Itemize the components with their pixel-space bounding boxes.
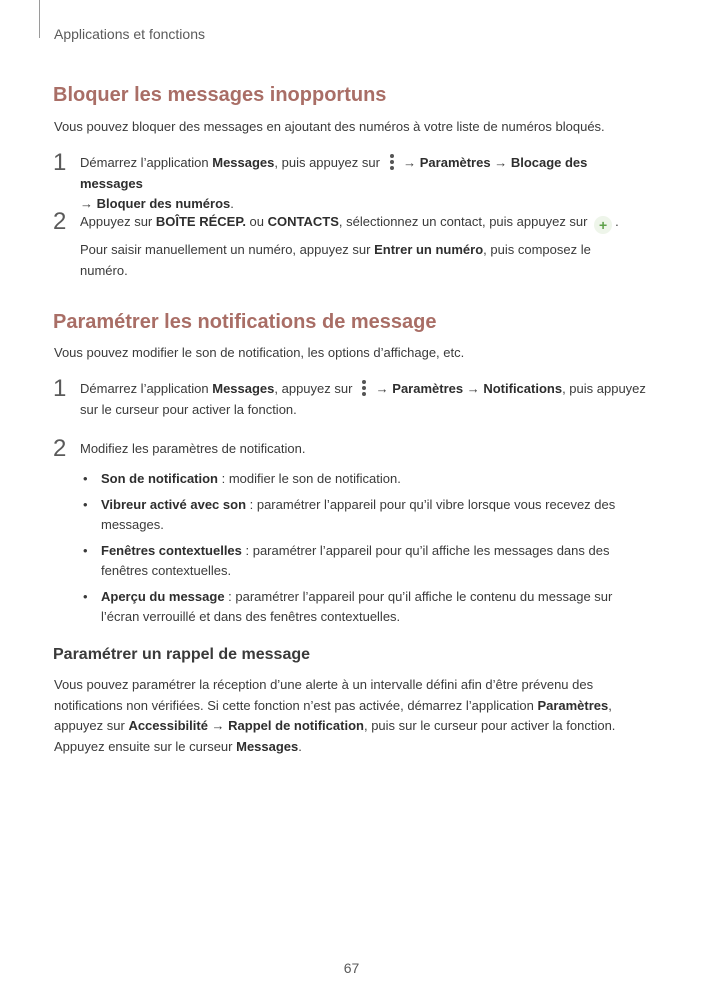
step-number: 1: [53, 149, 67, 176]
notification-options-list: [80, 469, 640, 633]
list-item: • Fenêtres contextuelles : paramétrer l’appareil pour qu’il affiche les messages dans des fenêtres contextuelles.: [83, 542, 610, 578]
step-note: Pour saisir manuellement un numéro, appuyez sur Entrer un numéro, puis composez le numéro.: [80, 242, 591, 278]
bullet-mark: •: [83, 542, 88, 558]
bullet-mark: •: [83, 496, 88, 512]
step-text: Modifiez les paramètres de notification.: [80, 441, 306, 456]
list-item: • Son de notification : modifier le son de notification.: [80, 469, 640, 490]
step-text: Démarrez l’application Messages, appuyez sur → Paramètres → Notifications, puis appuyez sur le curseur pour activer la fonction.: [80, 381, 646, 417]
step-number: 2: [53, 435, 67, 462]
step-text: Appuyez sur BOÎTE RÉCEP. ou CONTACTS, sélectionnez un contact, puis appuyez sur + .: [80, 214, 619, 233]
header-rule: [39, 0, 40, 38]
step-number: 2: [53, 208, 67, 235]
more-options-icon: [387, 153, 397, 171]
subsection-body-message-reminder: Vous pouvez paramétrer la réception d’une alerte à un intervalle défini afin d’être prévenu des notifications non vérifiées. Si cette fonction n’est pas activée, démarrez l’application Paramètres, appuyez sur Accessibilité → Rappel de notification, puis sur le curseur pour activer la fonction. Appuyez ensuite sur le curseur Messages.: [54, 677, 616, 754]
list-item: • Aperçu du message : paramétrer l’appareil pour qu’il affiche le contenu du message sur l’écran verrouillé et dans des fenêtres contextuelles.: [83, 588, 613, 624]
section-intro-block-messages: Vous pouvez bloquer des messages en ajoutant des numéros à votre liste de numéros bloqués.: [54, 119, 605, 134]
section-intro-message-notifications: Vous pouvez modifier le son de notification, les options d’affichage, etc.: [54, 345, 465, 360]
list-item: • Vibreur activé avec son : paramétrer l’appareil pour qu’il vibre lorsque vous recevez des messages.: [83, 496, 616, 532]
page-number: 67: [343, 960, 360, 976]
add-icon: +: [594, 216, 612, 234]
step-text: Démarrez l’application Messages, puis appuyez sur → Paramètres → Blocage des messages → Bloquer des numéros.: [80, 155, 588, 211]
step-number: 1: [53, 375, 67, 402]
more-options-icon: [359, 379, 369, 397]
subsection-title-message-reminder: Paramétrer un rappel de message: [53, 646, 311, 663]
running-head: Applications et fonctions: [54, 26, 205, 42]
section-title-block-messages: Bloquer les messages inopportuns: [53, 84, 387, 106]
bullet-mark: •: [83, 471, 88, 486]
bullet-mark: •: [83, 588, 88, 604]
section-title-message-notifications: Paramétrer les notifications de message: [53, 311, 437, 333]
